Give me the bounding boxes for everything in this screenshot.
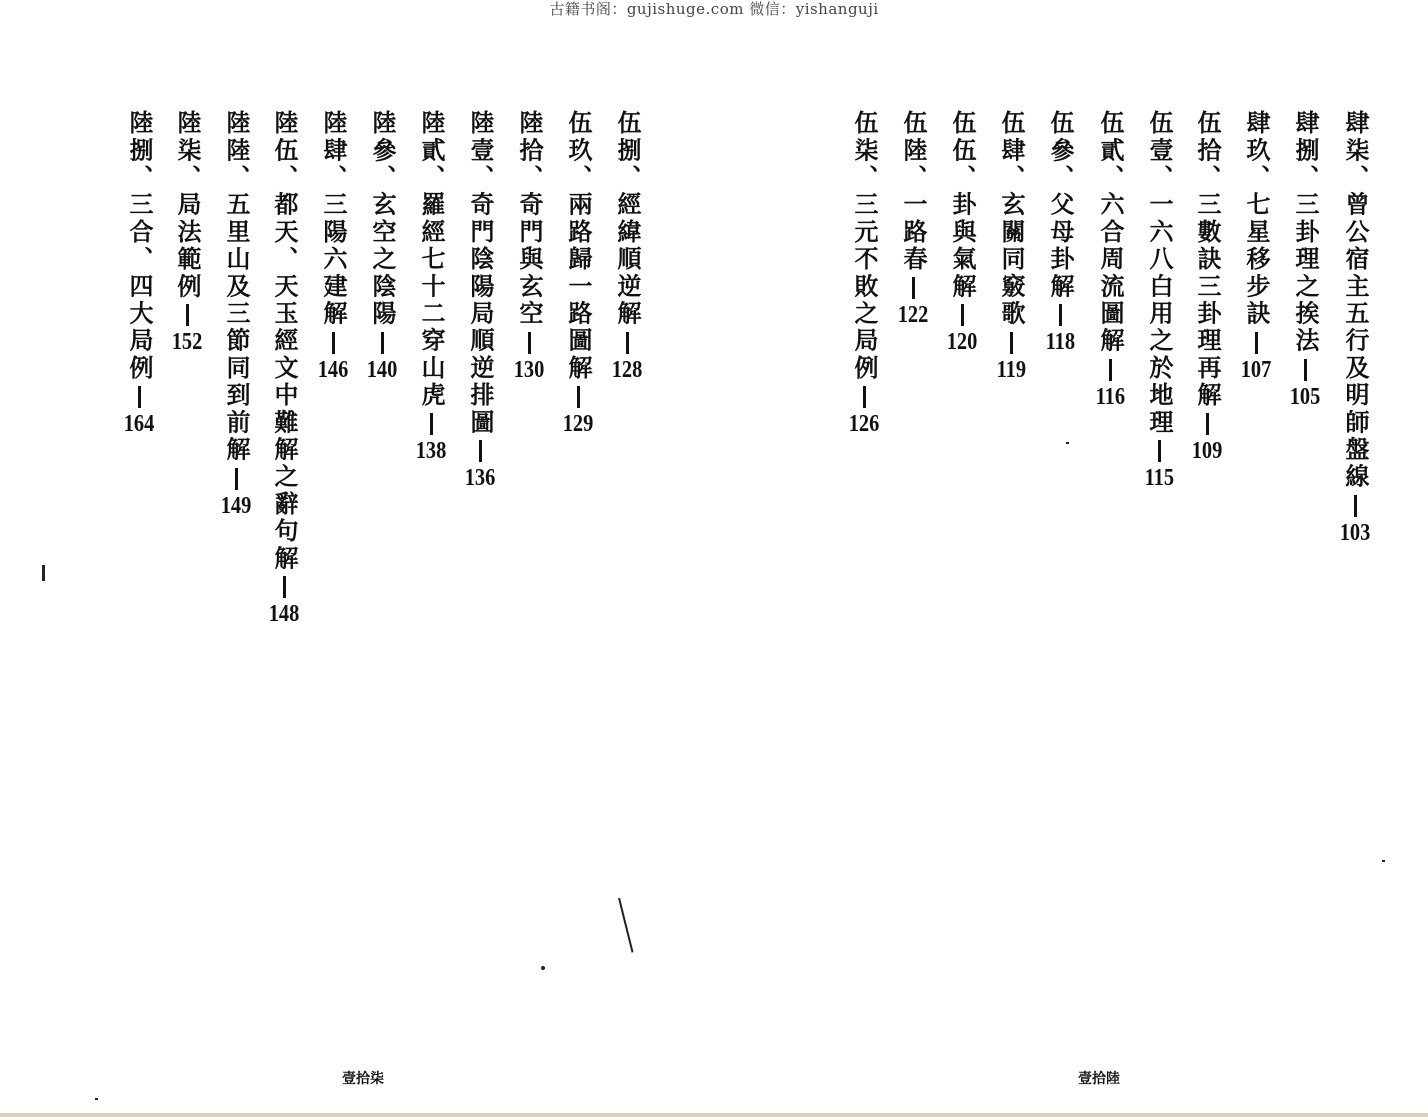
- toc-entry-page: 115: [1144, 465, 1174, 492]
- leader-line: [863, 386, 866, 408]
- toc-entry-title: 陸拾、奇門與玄空: [515, 110, 544, 328]
- toc-entry-title: 伍拾、三數訣三卦理再解: [1193, 110, 1222, 410]
- scan-mark: [1066, 442, 1069, 444]
- leader-line: [186, 304, 189, 326]
- toc-entry[interactable]: [460, 110, 500, 490]
- toc-entry[interactable]: [558, 110, 598, 436]
- leader-line: [1059, 304, 1062, 326]
- watermark-text: 古籍书阁：gujishuge.com 微信：yishanguji: [549, 0, 879, 18]
- toc-entry-page: 105: [1289, 383, 1321, 410]
- toc-entry[interactable]: [844, 110, 884, 436]
- scan-mark: [1382, 860, 1385, 862]
- toc-entry-page: 107: [1240, 356, 1272, 383]
- leader-line: [283, 576, 286, 598]
- toc-entry-title: 肆玖、七星移步訣: [1242, 110, 1271, 328]
- toc-entry-page: 126: [848, 411, 880, 437]
- leader-line: [381, 332, 384, 354]
- bottom-edge: [0, 1113, 1428, 1117]
- toc-entry[interactable]: [119, 110, 159, 436]
- toc-entry-page: 146: [317, 356, 349, 383]
- toc-entry-page: 138: [415, 438, 447, 465]
- toc-entry-page: 149: [220, 492, 252, 519]
- toc-entry-title: 肆捌、三卦理之挨法: [1291, 110, 1320, 355]
- toc-entry-page: 140: [366, 356, 398, 383]
- toc-entry-page: 164: [123, 411, 155, 437]
- toc-entry[interactable]: [264, 110, 304, 626]
- toc-entry-title: 伍玖、兩路歸一路圖解: [564, 110, 593, 382]
- toc-entry[interactable]: [991, 110, 1031, 382]
- left-page-folio: 壹拾柒: [342, 1071, 384, 1087]
- scan-mark: [618, 898, 633, 953]
- right-page-folio: 壹拾陸: [1078, 1071, 1120, 1087]
- toc-entry[interactable]: [362, 110, 402, 382]
- scan-mark: [95, 1098, 98, 1100]
- toc-entry-title: 伍陸、一路春: [899, 110, 928, 274]
- toc-entry[interactable]: [1335, 110, 1375, 545]
- toc-entry-page: 129: [562, 411, 594, 437]
- leader-line: [528, 332, 531, 354]
- leader-line: [961, 304, 964, 326]
- toc-entry-title: 伍壹、一六八白用之於地理: [1145, 110, 1174, 437]
- toc-entry-title: 伍伍、卦與氣解: [948, 110, 977, 301]
- toc-entry-title: 陸壹、奇門陰陽局順逆排圖: [466, 110, 495, 437]
- leader-line: [479, 440, 482, 462]
- toc-entry-title: 陸柒、局法範例: [173, 110, 202, 301]
- toc-entry-title: 肆柒、曾公宿主五行及明師盤線: [1341, 110, 1370, 491]
- toc-entry-page: 119: [996, 356, 1026, 383]
- toc-entry-page: 118: [1045, 329, 1075, 356]
- toc-entry-page: 152: [171, 329, 203, 356]
- toc-entry-page: 109: [1191, 438, 1223, 465]
- toc-entry-page: 130: [513, 356, 545, 383]
- toc-entry[interactable]: [216, 110, 256, 518]
- leader-line: [1255, 332, 1258, 354]
- leader-line: [626, 332, 629, 354]
- toc-entry[interactable]: [411, 110, 451, 463]
- leader-line: [1206, 413, 1209, 435]
- toc-entry-title: 陸肆、三陽六建解: [319, 110, 348, 328]
- leader-line: [1158, 440, 1161, 462]
- toc-entry-page: 116: [1095, 383, 1125, 410]
- toc-entry-title: 伍參、父母卦解: [1046, 110, 1075, 301]
- toc-entry-title: 陸貳、羅經七十二穿山虎: [417, 110, 446, 410]
- toc-entry[interactable]: [1285, 110, 1325, 409]
- toc-entry-title: 陸捌、三合、四大局例: [125, 110, 154, 382]
- toc-entry[interactable]: [1236, 110, 1276, 382]
- toc-entry[interactable]: [942, 110, 982, 354]
- toc-entry-title: 伍柒、三元不敗之局例: [850, 110, 879, 382]
- leader-line: [1354, 495, 1357, 517]
- leader-line: [577, 386, 580, 408]
- toc-entry[interactable]: [167, 110, 207, 354]
- toc-entry[interactable]: [1187, 110, 1227, 463]
- leader-line: [1010, 332, 1013, 354]
- toc-entry-page: 120: [946, 329, 978, 356]
- toc-entry[interactable]: [1139, 110, 1179, 490]
- toc-entry[interactable]: [893, 110, 933, 327]
- leader-line: [912, 277, 915, 299]
- leader-line: [1109, 359, 1112, 381]
- toc-entry[interactable]: [607, 110, 647, 382]
- toc-entry[interactable]: [313, 110, 353, 382]
- scan-mark: [541, 966, 545, 970]
- toc-entry[interactable]: [509, 110, 549, 382]
- toc-entry[interactable]: [1090, 110, 1130, 409]
- toc-entry-page: 103: [1339, 519, 1371, 546]
- leader-line: [332, 332, 335, 354]
- toc-entry-page: 122: [897, 302, 929, 329]
- toc-entry-title: 陸伍、都天、天玉經文中難解之辭句解: [270, 110, 299, 573]
- toc-entry-title: 伍捌、經緯順逆解: [613, 110, 642, 328]
- leader-line: [138, 386, 141, 408]
- toc-entry-page: 136: [464, 465, 496, 492]
- toc-entry-title: 陸陸、五里山及三節同到前解: [222, 110, 251, 464]
- toc-entry-page: 128: [611, 356, 643, 383]
- leader-line: [235, 468, 238, 490]
- leader-line: [1304, 359, 1307, 381]
- toc-entry-title: 伍肆、玄關同竅歌: [997, 110, 1026, 328]
- toc-entry-page: 148: [268, 601, 300, 628]
- toc-entry-title: 陸參、玄空之陰陽: [368, 110, 397, 328]
- toc-entry-title: 伍貳、六合周流圖解: [1096, 110, 1125, 355]
- scan-mark: [42, 565, 45, 581]
- toc-entry[interactable]: [1040, 110, 1080, 354]
- leader-line: [430, 413, 433, 435]
